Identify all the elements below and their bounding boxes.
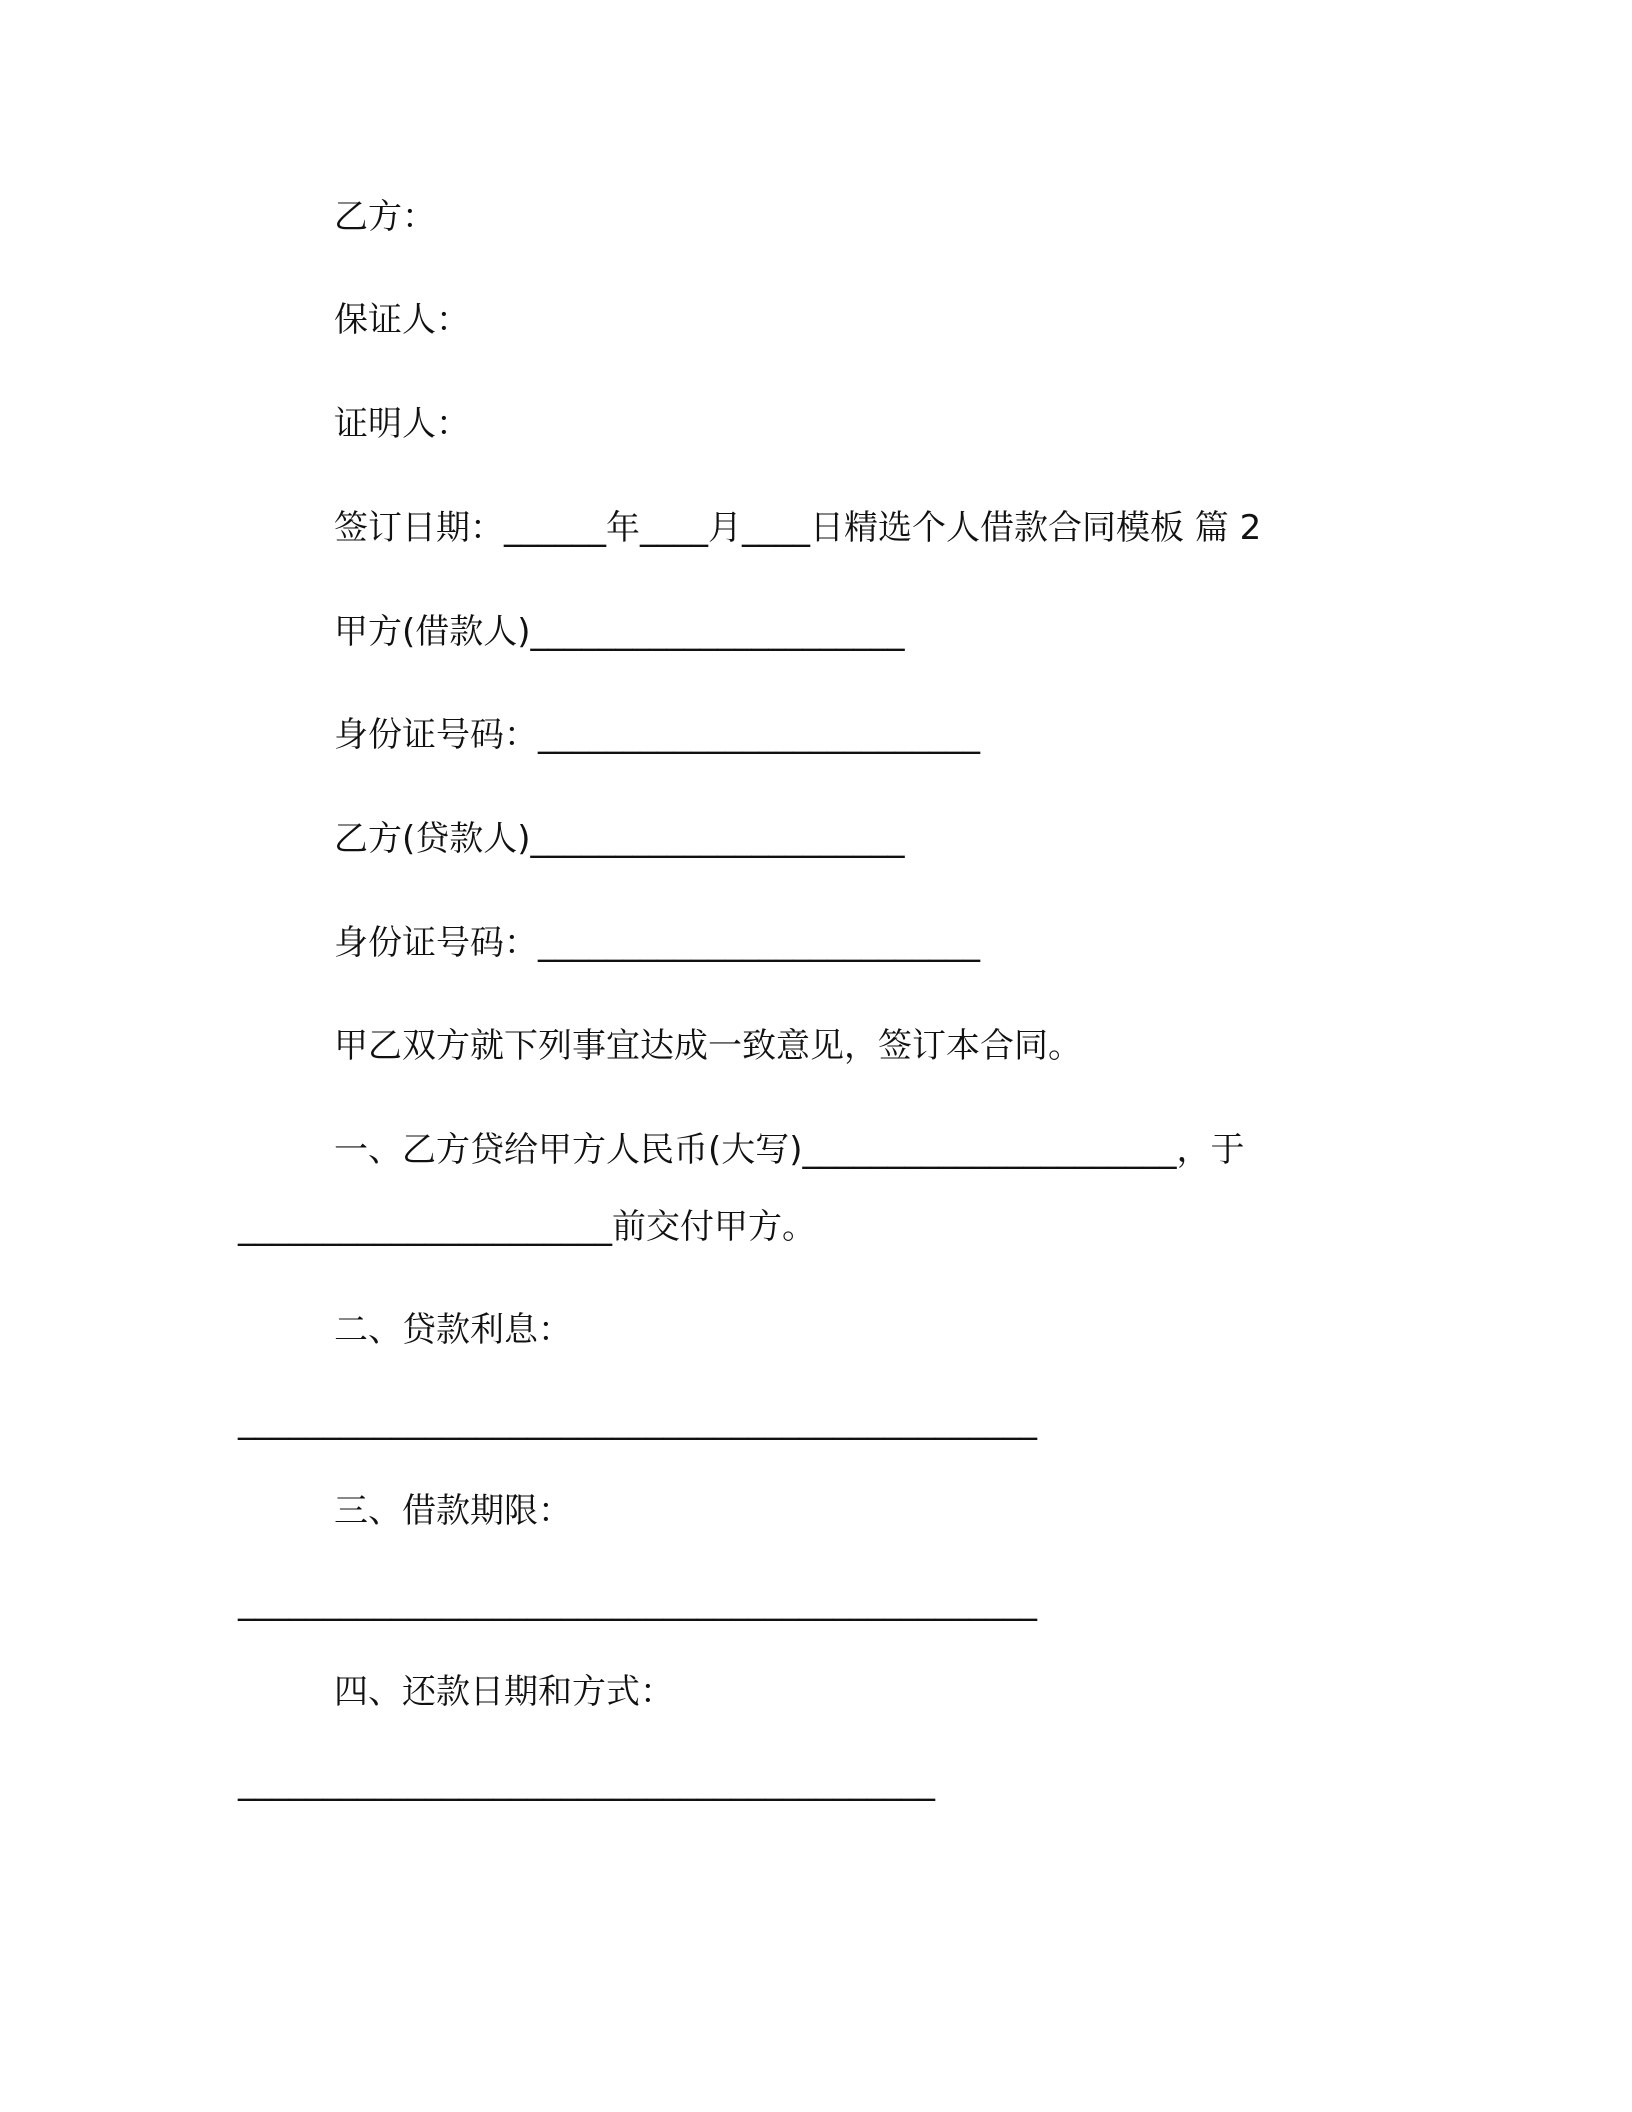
- party-b-label: 乙方：: [334, 197, 436, 237]
- id-number-a-line: 身份证号码：__________________________: [334, 715, 980, 755]
- clause-2-title: 二、贷款利息：: [334, 1310, 572, 1350]
- sign-date-line: 签订日期：______年____月____日精选个人借款合同模板 篇 2: [334, 508, 1262, 548]
- clause-4-blank: _________________________________________: [238, 1762, 935, 1802]
- clause-2-blank: _______________________________________________: [238, 1401, 1037, 1441]
- party-b-lender-line: 乙方(贷款人)______________________: [334, 819, 905, 859]
- clause-4-title: 四、还款日期和方式：: [334, 1672, 674, 1712]
- clause-1-line-1: 一、乙方贷给甲方人民币(大写)______________________，于: [334, 1130, 1245, 1170]
- guarantor-label: 保证人：: [334, 300, 470, 340]
- witness-label: 证明人：: [334, 404, 470, 444]
- agreement-intro: 甲乙双方就下列事宜达成一致意见，签订本合同。: [334, 1026, 1082, 1066]
- clause-3-blank: _______________________________________________: [238, 1582, 1037, 1622]
- clause-1-line-2: ______________________前交付甲方。: [238, 1207, 816, 1247]
- id-number-b-line: 身份证号码：__________________________: [334, 923, 980, 963]
- party-a-borrower-line: 甲方(借款人)______________________: [334, 612, 905, 652]
- clause-3-title: 三、借款期限：: [334, 1491, 572, 1531]
